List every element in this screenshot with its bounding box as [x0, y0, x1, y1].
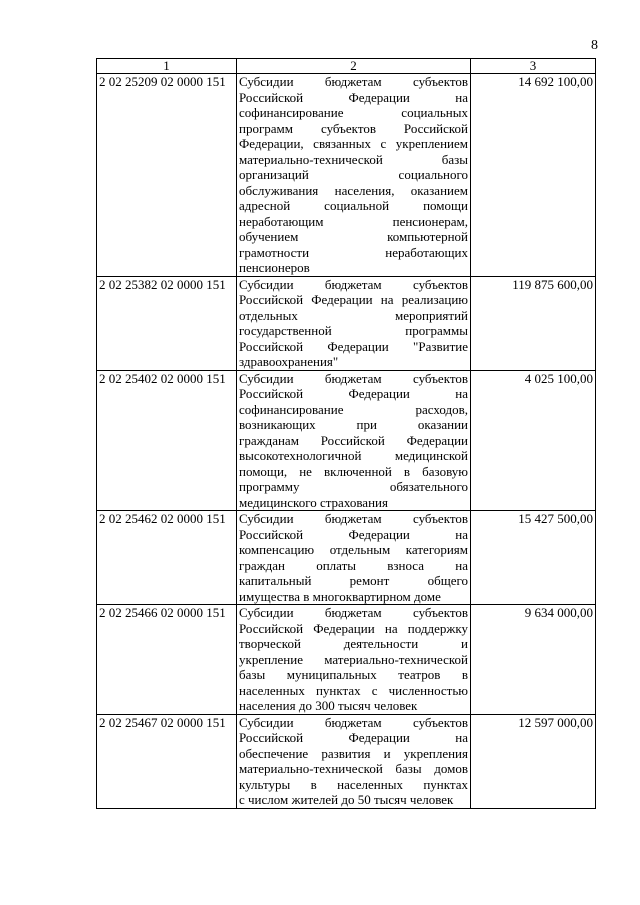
description-line: программу обязательного	[239, 479, 468, 494]
description-line: Российской Федерации на	[239, 730, 468, 745]
description-line: софинансирование социальных	[239, 105, 468, 120]
description-line: возникающих при оказании	[239, 417, 468, 432]
description-line: Российской Федерации на	[239, 526, 468, 542]
amount-value: 12 597 000,00	[471, 714, 596, 808]
budget-classification-code: 2 02 25467 02 0000 151	[97, 714, 237, 808]
description-line: отдельных мероприятий	[239, 307, 468, 323]
description-line: грамотности неработающих	[239, 244, 468, 260]
table-body	[97, 74, 596, 809]
description-line: адресной социальной помощи	[239, 198, 468, 213]
column-header-amount: 3	[471, 59, 596, 74]
description-line: медицинского страхования	[239, 494, 388, 510]
description-line: базы муниципальных театров в	[239, 667, 468, 682]
description-line: помощи, не включенной в базовую	[239, 463, 468, 479]
description-line: гражданам Российской Федерации	[239, 432, 468, 448]
description-line: капитальный ремонт общего	[239, 573, 468, 588]
description-line: здравоохранения"	[239, 354, 339, 369]
budget-classification-code: 2 02 25466 02 0000 151	[97, 605, 237, 715]
description-line: материально-технической базы домов	[239, 761, 468, 776]
description-line: Субсидии бюджетам субъектов	[239, 74, 468, 89]
description-line: Федерации, связанных с укреплением	[239, 136, 468, 151]
description-line: государственной программы	[239, 323, 468, 338]
amount-value: 9 634 000,00	[471, 605, 596, 715]
description-line: программ субъектов Российской	[239, 120, 468, 136]
description-line: материально-технической базы	[239, 151, 468, 167]
table-row	[97, 511, 596, 605]
column-header-description: 2	[237, 59, 471, 74]
description-line: обслуживания населения, оказанием	[239, 182, 468, 198]
description-line: Российской Федерации на поддержку	[239, 620, 468, 636]
amount-value: 15 427 500,00	[471, 511, 596, 605]
budget-classification-code: 2 02 25462 02 0000 151	[97, 511, 237, 605]
table-row	[97, 74, 596, 277]
description-line: Субсидии бюджетам субъектов	[239, 511, 468, 526]
column-header-code: 1	[97, 59, 237, 74]
page-number: 8	[591, 38, 598, 53]
description-line: пенсионеров	[239, 260, 310, 275]
table-row	[97, 370, 596, 511]
table-row	[97, 276, 596, 370]
description-line: Российской Федерации на	[239, 89, 468, 105]
description-line: Российской Федерации на	[239, 386, 468, 401]
income-description	[237, 605, 471, 715]
description-line: обеспечение развития и укрепления	[239, 745, 468, 761]
budget-table	[96, 58, 596, 809]
description-line: компенсацию отдельным категориям	[239, 542, 468, 557]
budget-classification-code: 2 02 25402 02 0000 151	[97, 370, 237, 511]
description-line: Субсидии бюджетам субъектов	[239, 370, 468, 386]
description-line: Субсидии бюджетам субъектов	[239, 605, 468, 620]
amount-value: 14 692 100,00	[471, 74, 596, 277]
description-line: неработающим пенсионерам,	[239, 213, 468, 229]
budget-classification-code: 2 02 25382 02 0000 151	[97, 276, 237, 370]
description-line: с числом жителей до 50 тысяч человек	[239, 792, 454, 807]
description-line: Российской Федерации на реализацию	[239, 292, 468, 307]
income-description	[237, 511, 471, 605]
description-line: обучением компьютерной	[239, 229, 468, 244]
description-line: культуры в населенных пунктах	[239, 776, 468, 792]
description-line: Субсидии бюджетам субъектов	[239, 276, 468, 292]
income-description	[237, 74, 471, 277]
description-line: граждан оплаты взноса на	[239, 557, 468, 573]
amount-value: 4 025 100,00	[471, 370, 596, 511]
description-line: населения до 300 тысяч человек	[239, 698, 418, 713]
description-line: высокотехнологичной медицинской	[239, 448, 468, 463]
description-line: имущества в многоквартирном доме	[239, 588, 441, 604]
description-line: творческой деятельности и	[239, 636, 468, 651]
description-line: софинансирование расходов,	[239, 401, 468, 417]
description-line: организаций социального	[239, 167, 468, 182]
amount-value: 119 875 600,00	[471, 276, 596, 370]
description-line: Субсидии бюджетам субъектов	[239, 714, 468, 730]
table-row	[97, 605, 596, 715]
income-description	[237, 714, 471, 808]
budget-classification-code: 2 02 25209 02 0000 151	[97, 74, 237, 277]
description-line: Российской Федерации "Развитие	[239, 338, 468, 354]
table-header-row	[97, 59, 596, 74]
income-description	[237, 276, 471, 370]
table-row	[97, 714, 596, 808]
description-line: населенных пунктах с численностью	[239, 682, 468, 698]
description-line: укрепление материально-технической	[239, 651, 468, 667]
income-description	[237, 370, 471, 511]
